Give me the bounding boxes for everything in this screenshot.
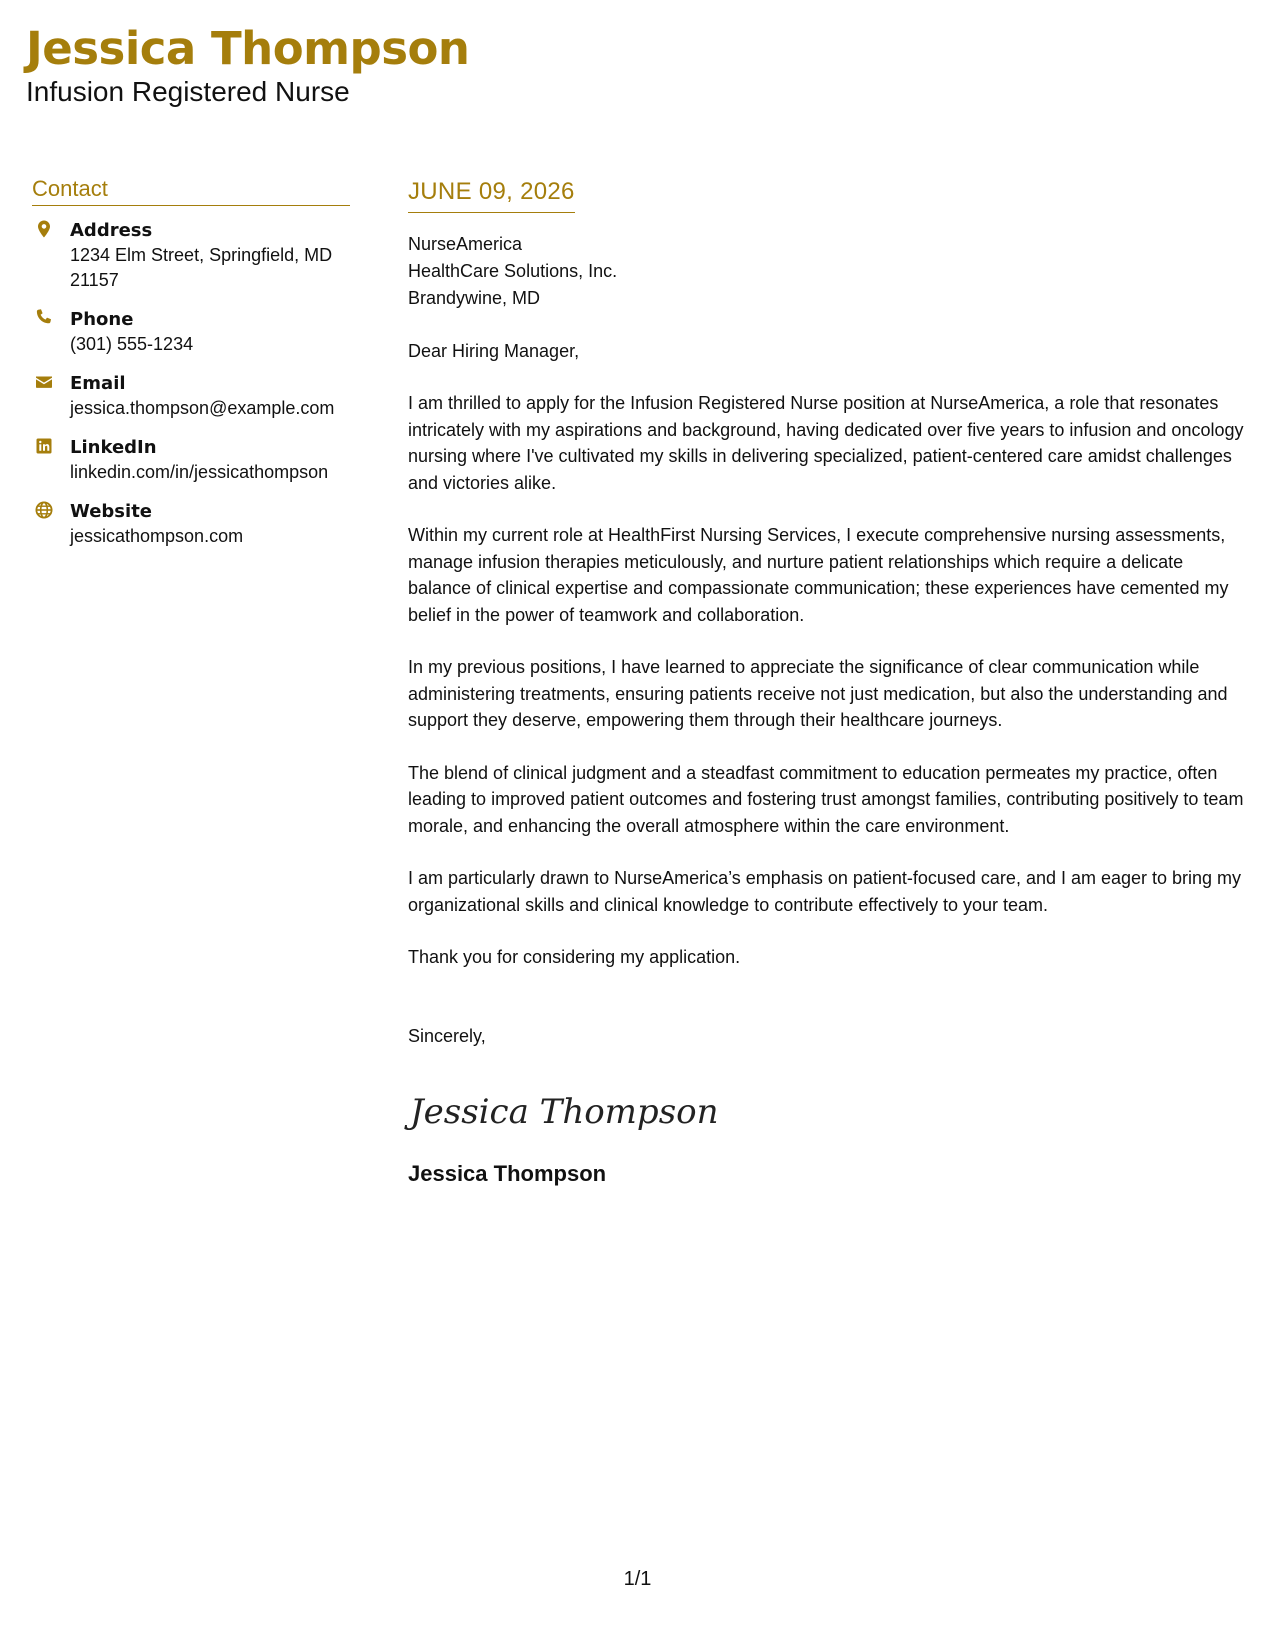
linkedin-icon bbox=[34, 436, 54, 456]
website-link[interactable]: jessicathompson.com bbox=[70, 526, 244, 546]
closing: Sincerely, bbox=[408, 1025, 486, 1046]
salutation: Dear Hiring Manager, bbox=[408, 341, 580, 361]
handwritten-signature bbox=[408, 1079, 1248, 1139]
linkedin-link[interactable]: linkedin.com/in/jessicathompson bbox=[70, 462, 329, 482]
contact-value: (301) 555-1234 bbox=[70, 334, 194, 354]
contact-item-phone bbox=[32, 307, 352, 357]
letter-paragraph: In my previous positions, I have learned to appreciate the significance of clear communication while administering treatments, ensuring patients receive not just medication, but also the understanding and support they deserve, empowering them through their healthcare journeys. bbox=[408, 657, 1228, 730]
letter-paragraph: I am particularly drawn to NurseAmerica’s emphasis on patient-focused care, and I am eager to bring my organizational skills and clinical knowledge to contribute effectively to your team. bbox=[408, 868, 1242, 915]
resume-header bbox=[26, 22, 469, 109]
contact-label: Email bbox=[70, 373, 126, 394]
cover-letter bbox=[408, 178, 1248, 1187]
letter-date: JUNE 09, 2026 bbox=[408, 178, 575, 213]
letter-paragraph: Thank you for considering my application. bbox=[408, 947, 741, 967]
letter-paragraph: I am thrilled to apply for the Infusion Registered Nurse position at NurseAmerica, a role that resonates intricately with my aspirations and background, having dedicated over five years to infusion and oncology nursing where I've cultivated my skills in delivering specialized, patient-centered care amidst challenges and victories alike. bbox=[408, 393, 1244, 493]
applicant-name: Jessica Thompson bbox=[26, 22, 470, 75]
contact-item-linkedin bbox=[32, 435, 352, 485]
contact-sidebar bbox=[32, 176, 352, 563]
page-number: 1/1 bbox=[623, 1568, 652, 1590]
applicant-title: Infusion Registered Nurse bbox=[26, 76, 350, 107]
contact-item-email bbox=[32, 371, 352, 421]
map-marker-icon bbox=[34, 219, 54, 239]
envelope-icon bbox=[34, 372, 54, 392]
recipient-block bbox=[408, 231, 1248, 312]
letter-paragraph: The blend of clinical judgment and a steadfast commitment to education permeates my practice, often leading to improved patient outcomes and fostering trust amongst families, contributing positively to team morale, and enhancing the overall atmosphere within the care environment. bbox=[408, 762, 1244, 836]
contact-label: Phone bbox=[70, 309, 134, 330]
contact-item-address bbox=[32, 218, 352, 293]
contact-heading: Contact bbox=[32, 176, 350, 206]
phone-icon bbox=[34, 308, 54, 328]
signed-name: Jessica Thompson bbox=[408, 1160, 607, 1186]
contact-item-website bbox=[32, 499, 352, 549]
contact-label: Website bbox=[70, 501, 153, 522]
email-link[interactable]: jessica.thompson@example.com bbox=[70, 398, 335, 418]
contact-label: Address bbox=[70, 220, 153, 241]
letter-paragraph: Within my current role at HealthFirst Nursing Services, I execute comprehensive nursing assessments, manage infusion therapies meticulously, and nurture patient relationships which require a delicate balance of clinical expertise and compassionate communication; these experiences have cemented my belief in the power of teamwork and collaboration. bbox=[408, 525, 1229, 625]
recipient-line: HealthCare Solutions, Inc. bbox=[408, 261, 618, 281]
recipient-line: NurseAmerica bbox=[408, 234, 523, 254]
contact-label: LinkedIn bbox=[70, 437, 157, 458]
contact-value: 1234 Elm Street, Springfield, MD 21157 bbox=[70, 245, 333, 290]
globe-icon bbox=[34, 500, 54, 520]
signature-text: Jessica Thompson bbox=[410, 1091, 719, 1132]
recipient-line: Brandywine, MD bbox=[408, 288, 541, 308]
